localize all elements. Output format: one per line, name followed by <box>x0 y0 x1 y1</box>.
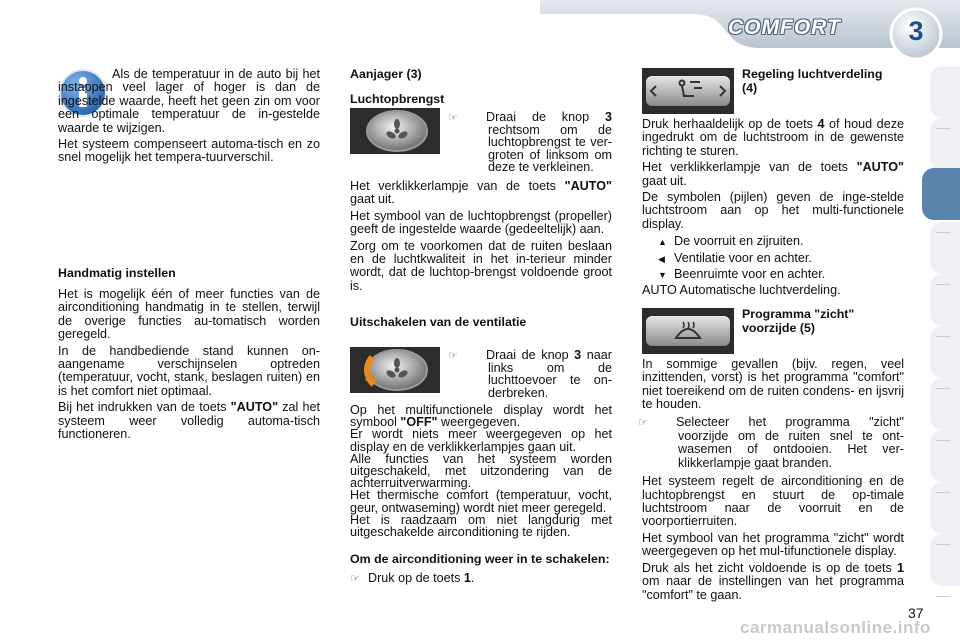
chapter-tab[interactable] <box>930 118 960 170</box>
windscreen-demist-button-image <box>642 308 734 354</box>
info-block <box>58 68 320 165</box>
blower-heading: Aanjager (3) <box>350 67 422 81</box>
ventilation-off-instruction: ☞ Draai de knop 3 naar links om de luchttoevoer te on-derbreken. <box>448 348 612 400</box>
manual-section <box>58 266 320 441</box>
blower-text: Het verklikkerlampje van de toets "AUTO" gaat uit. Het symbool van de luchtopbrengst (propeller) geeft de ingestelde waarde (gedeeltelijk) aan. Zorg om te voorkomen dat de ruiten beslaan en de luchtkwaliteit in het in-terieur minder wordt, dat de luchtop-brengst voldoende groot is. Uitschakelen van de ventilatie <box>350 179 612 330</box>
chapter-tab[interactable] <box>930 430 960 482</box>
blower-knob-image <box>350 108 440 154</box>
airflow-instruction: ☞ Draai de knop 3 rechtsom om de luchtopbrengst te ver-groten of linksom om deze te verkleinen. <box>448 110 612 174</box>
visibility-text: In sommige gevallen (bijv. regen, veel inzittenden, vorst) is het programma "comfort" niet toereikend om de ruiten condens- en ijsvrij te houden. ☞ Selecteer het programma "zicht" voorzijde om de ruiten snel te ont-wasemen of ontdooien. Het ver-klikkerlampje gaat branden. Het systeem regelt de airconditioning en de luchtopbrengst en stuurt de op-timale luchtstroom naar de voorruit en de voorportierruiten. Het symbool van het programma "zicht" wordt weergegeven op het mul-tifunctionele display. Druk als het zicht voldoende is op de toets 1 om naar de instellingen van het programma "comfort" te gaan. <box>638 357 904 602</box>
blower-section <box>350 67 612 106</box>
chapter-tab[interactable] <box>930 274 960 326</box>
chapter-tab[interactable] <box>930 378 960 430</box>
air-distribution-text: Druk herhaaldelijk op de toets 4 of houd deze ingedrukt om de luchtstroom in de gewenste richting te sturen. Het verklikkerlampje van de toets "AUTO" gaat uit. De symbolen (pijlen) geven de inge-stelde luchtstroom aan op het multi-functionele display. ▲ De voorruit en zijruiten. ◀ Ventilatie voor en achter. ▼ Beenruimte voor en achter. AUTO Automatische luchtverdeling. <box>642 117 904 298</box>
manual-paragraph: In de handbediende stand kunnen on-aangename verschijnselen optreden (temperatuur, vocht, stank, beslagen ruiten) en is het comfort niet optimaal. <box>58 343 320 398</box>
arrow-left-icon: ◀ <box>658 253 665 264</box>
air-distribution-heading: Regeling luchtverdeling (4) <box>742 67 883 95</box>
visibility-heading: Programma "zicht" voorzijde (5) <box>742 307 855 335</box>
compensate-text: Het systeem compenseert automa-tisch en zo snel mogelijk het tempera-tuurverschil. <box>58 137 320 165</box>
watermark: carmanualsonline.info <box>740 618 931 637</box>
air-distribution-button-image <box>642 68 734 114</box>
chapter-tab-active[interactable] <box>922 168 960 220</box>
blower-knob-rotate-image <box>350 347 440 393</box>
page-number: 37 <box>908 605 924 621</box>
pointing-hand-icon: ☞ <box>638 416 648 429</box>
chapter-tab[interactable] <box>930 66 960 118</box>
arrow-item: ◀ Ventilatie voor en achter. <box>658 250 812 265</box>
pointing-hand-icon: ☞ <box>448 350 458 362</box>
chapter-tab[interactable] <box>930 326 960 378</box>
info-text: Als de temperatuur in de auto bij het instappen veel lager of hoger is dan de ingestelde waarde, heeft het geen zin om voor een optimale temperatuur de in-gestelde waarde te wijzigen. <box>58 67 320 135</box>
ventilation-off-text: Op het multifunctionele display wordt het symbool "OFF" weergegeven. Er wordt niets meer weergegeven op het display en de verklikkerlampjes gaan uit. Alle functies van het systeem worden uitgeschakeld, met uitzondering van de achterruitverwarming. Het thermische comfort (temperatuur, vocht, geur, ontwaseming) wordt niet meer geregeld. Het is raadzaam om niet langdurig met uitgeschakelde airconditioning te rijden. Om de airconditioning weer in te schakelen: ☞ Druk op de toets 1. <box>350 403 612 586</box>
chapter-tab[interactable] <box>930 534 960 586</box>
restart-subheading: Om de airconditioning weer in te schakelen: <box>350 552 610 567</box>
arrow-up-icon: ▲ <box>658 237 667 248</box>
manual-heading: Handmatig instellen <box>58 266 176 280</box>
ventilation-off-subheading: Uitschakelen van de ventilatie <box>350 315 527 330</box>
arrow-item: ▼ Beenruimte voor en achter. <box>658 267 826 282</box>
pointing-hand-icon: ☞ <box>350 573 360 586</box>
chapter-title: COMFORT <box>728 16 841 39</box>
manual-paragraph: Het is mogelijk één of meer functies van de airconditioning handmatig in te stellen, terwijl de overige functies au-tomatisch worden geregeld. <box>58 287 320 342</box>
chapter-tab[interactable] <box>930 222 960 274</box>
chapter-tab[interactable] <box>930 482 960 534</box>
arrow-item: ▲ De voorruit en zijruiten. <box>658 234 804 249</box>
restart-instruction: ☞ Druk op de toets 1. <box>350 571 475 586</box>
visibility-instruction: ☞ Selecteer het programma "zicht" voorzijde om de ruiten snel te ont-wasemen of ontdooien. Het ver-klikkerlampje gaat branden. <box>638 414 904 470</box>
pointing-hand-icon: ☞ <box>448 112 458 124</box>
chapter-number: 3 <box>908 16 924 46</box>
airflow-subheading: Luchtopbrengst <box>350 92 445 106</box>
arrow-down-icon: ▼ <box>658 270 667 281</box>
manual-paragraph: Bij het indrukken van de toets "AUTO" zal het systeem weer volledig automa-tisch functioneren. <box>58 400 320 442</box>
